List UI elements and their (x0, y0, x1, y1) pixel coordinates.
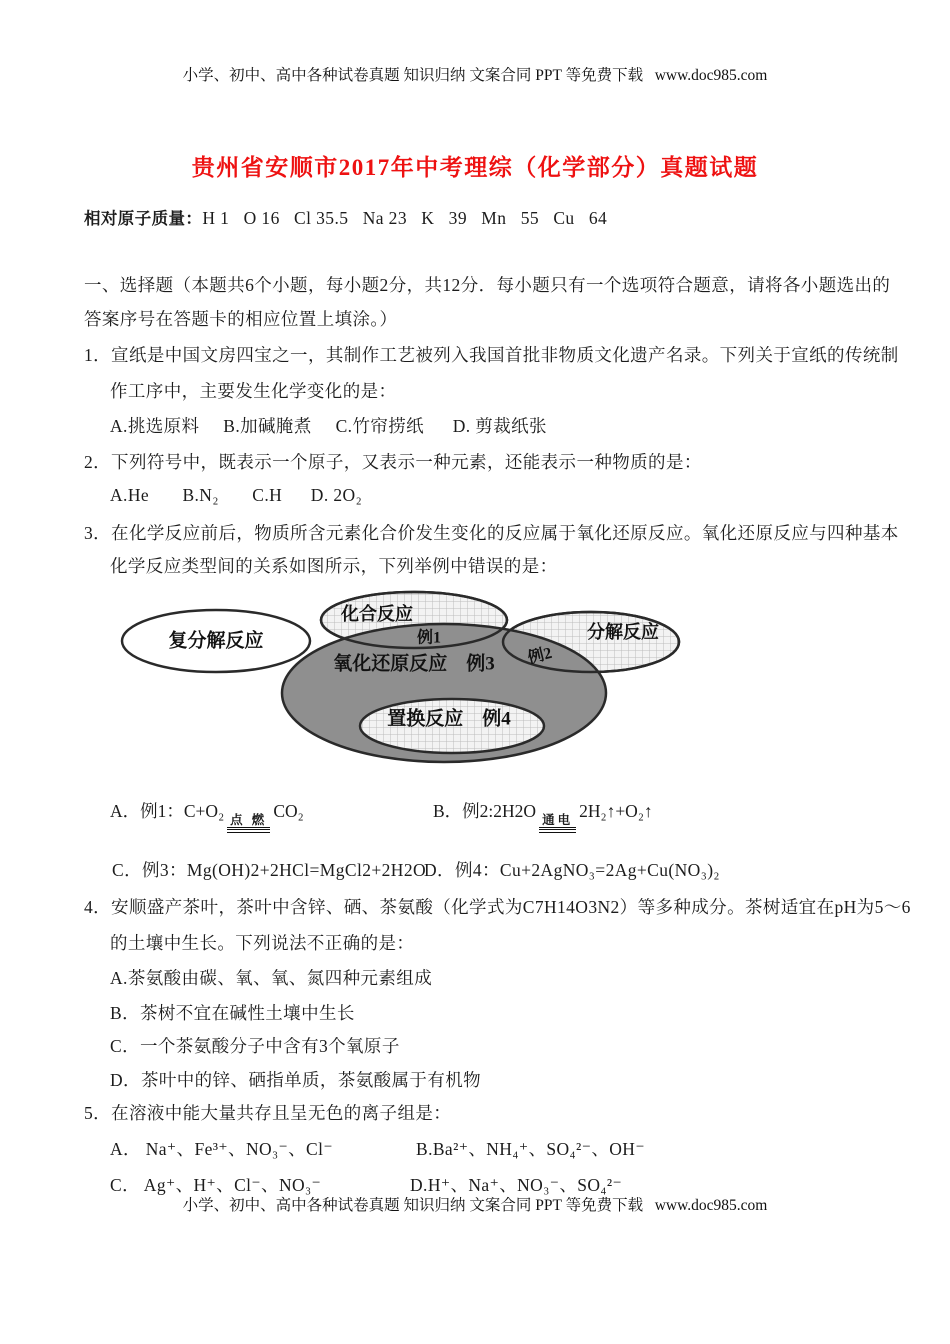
redox-label: 氧化还原反应 例3 (333, 653, 495, 675)
page-title: 贵州省安顺市2017年中考理综（化学部分）真题试题 (191, 155, 759, 180)
atomic-mass-values: H 1 O 16 Cl 35.5 Na 23 K 39 Mn 55 Cu 64 (202, 208, 608, 228)
reaction-condition-electrolysis (539, 813, 576, 833)
metathesis-label: 复分解反应 (168, 630, 264, 652)
q1-stem-line2: 作工序中，主要发生化学变化的是： (110, 381, 397, 401)
atomic-mass-line (84, 205, 607, 232)
q4-stem-line1: 4．安顺盛产茶叶，茶叶中含锌、硒、茶氨酸（化学式为C7H14O3N2）等多种成分。茶树适宜在pH为5～6 (84, 897, 911, 917)
q3-option-b-result: 2H₂↑+O₂↑ (579, 801, 653, 821)
q3-option-b (433, 796, 653, 833)
q5-option-b: B.Ba²⁺、NH₄⁺、SO₄²⁻、OH⁻ (416, 1139, 645, 1159)
q1-stem-line1: 1．宣纸是中国文房四宝之一，其制作工艺被列入我国首批非物质文化遗产名录。下列关于宣纸的传统制 (84, 345, 899, 365)
q4-option-c: C．一个茶氨酸分子中含有3个氧原子 (110, 1036, 400, 1056)
q3-option-a-prefix: A．例1：C+O₂ (110, 801, 225, 821)
q4-option-d: D．茶叶中的锌、硒指单质，茶氨酸属于有机物 (110, 1070, 482, 1090)
displacement-label: 置换反应 例4 (387, 708, 511, 730)
q5-option-c: C． Ag⁺、H⁺、Cl⁻、NO₃⁻ (110, 1175, 322, 1195)
q3-stem-line1: 3．在化学反应前后，物质所含元素化合价发生变化的反应属于氧化还原反应。氧化还原反应与四种基本 (84, 523, 899, 543)
section-heading-line1: 一、选择题（本题共6个小题，每小题2分，共12分．每小题只有一个选项符合题意，请将各小题选出的 (84, 275, 891, 295)
atomic-mass-label: 相对原子质量： (84, 210, 203, 228)
q3-stem-line2: 化学反应类型间的关系如图所示，下列举例中错误的是： (110, 556, 558, 576)
q4-option-a: A.茶氨酸由碳、氧、氧、氮四种元素组成 (110, 968, 433, 988)
q4-stem-line2: 的土壤中生长。下列说法不正确的是： (110, 933, 415, 953)
q5-stem: 5．在溶液中能大量共存且呈无色的离子组是： (84, 1103, 452, 1123)
example1-label: 例1 (416, 629, 442, 647)
q1-options: A.挑选原料 B.加碱腌煮 C.竹帘捞纸 D. 剪裁纸张 (110, 416, 547, 436)
q5-option-d: D.H⁺、Na⁺、NO₃⁻、SO₄²⁻ (410, 1175, 623, 1195)
q3-option-d: D．例4：Cu+2AgNO₃=2Ag+Cu(NO₃)₂ (424, 860, 720, 880)
q2-stem: 2．下列符号中，既表示一个原子，又表示一种元素，还能表示一种物质的是： (84, 452, 702, 472)
q2-options: A.He B.N₂ C.H D. 2O₂ (110, 485, 363, 505)
site-footer-notice: 小学、初中、高中各种试卷真题 知识归纳 文案合同 PPT 等免费下载 www.doc985.com (182, 1197, 768, 1214)
q5-option-a: A． Na⁺、Fe³⁺、NO₃⁻、Cl⁻ (110, 1139, 334, 1159)
reaction-condition-ignite (227, 813, 270, 833)
site-header-notice: 小学、初中、高中各种试卷真题 知识归纳 文案合同 PPT 等免费下载 www.doc985.com (182, 67, 768, 84)
section-heading-line2: 答案序号在答题卡的相应位置上填涂。） (84, 309, 398, 329)
q3-option-c: C．例3：Mg(OH)2+2HCl=MgCl2+2H2O (112, 860, 427, 880)
double-line (227, 829, 270, 833)
example2-label: 例2 (526, 644, 554, 668)
q3-option-a (110, 796, 304, 833)
q4-option-b: B．茶树不宜在碱性土壤中生长 (110, 1003, 355, 1023)
q3-option-a-result: CO₂ (273, 801, 304, 821)
condition-text: 点 燃 (227, 813, 270, 828)
double-line (539, 829, 576, 833)
q3-option-b-prefix: B．例2:2H2O (433, 801, 537, 821)
reaction-types-venn-diagram (110, 580, 700, 780)
combination-label: 化合反应 (341, 604, 413, 624)
condition-text: 通电 (539, 813, 576, 828)
decomposition-label: 分解反应 (587, 622, 659, 642)
